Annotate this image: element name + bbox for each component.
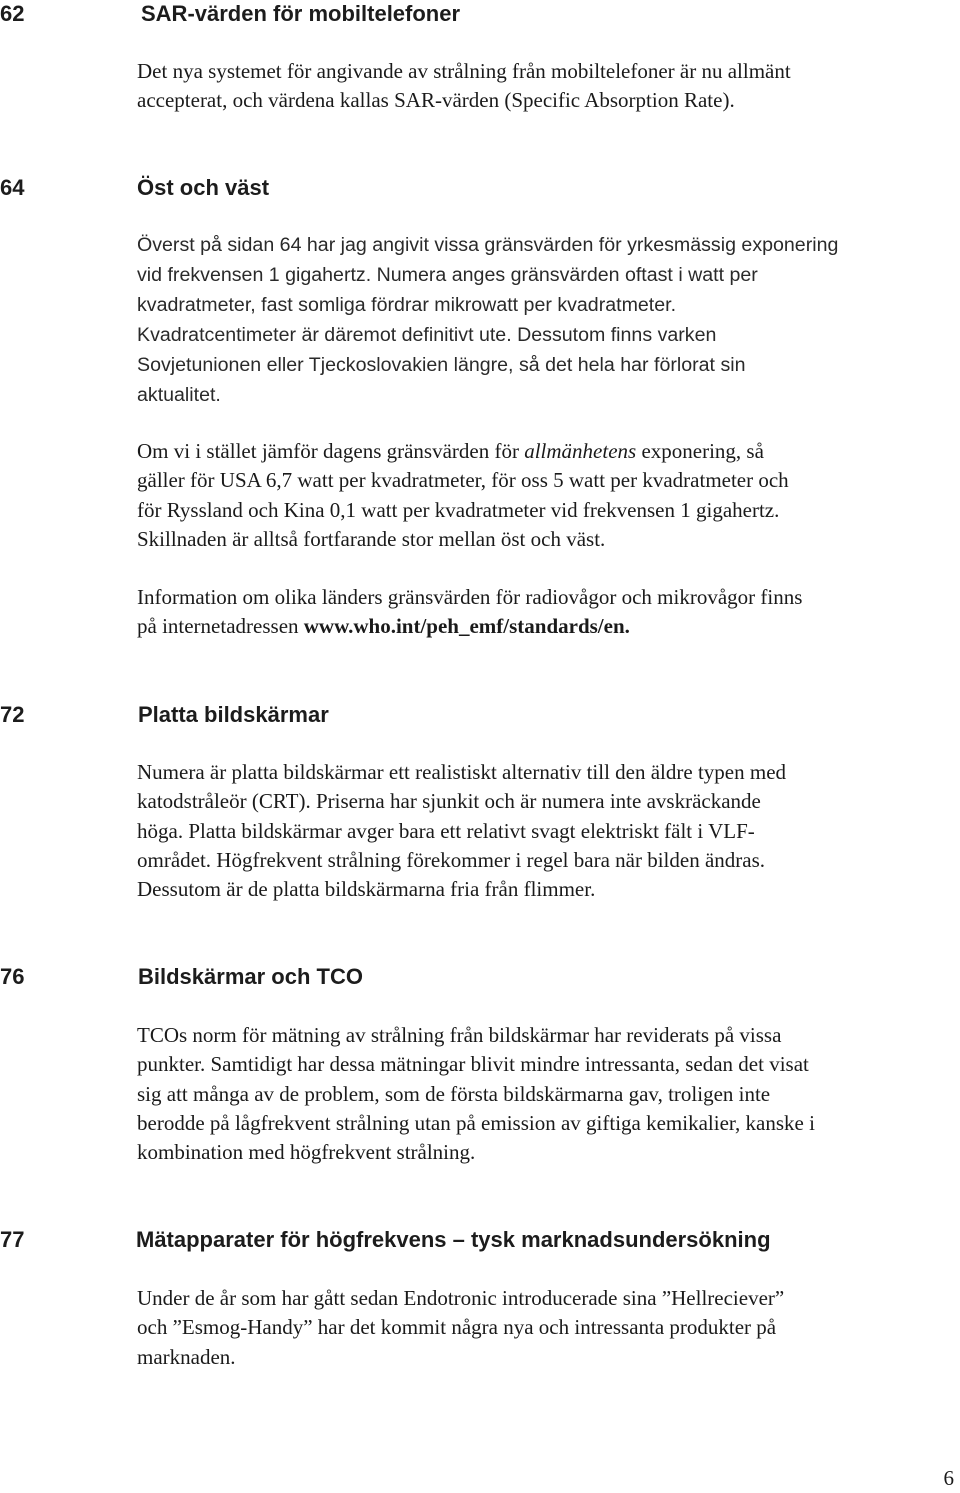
section-64 <box>0 174 960 639</box>
text-line: och ”Esmog-Handy” har det kommit några nya och intressanta produkter på <box>137 1315 777 1340</box>
text-line: Under de år som har gått sedan Endotronic introducerade sina ”Hellreciever” <box>137 1286 785 1310</box>
text-line: sig att många av de problem, som de första bildskärmarna gav, troligen inte <box>137 1081 771 1106</box>
section-number: 77 <box>0 1227 25 1252</box>
text-line: höga. Platta bildskärmar avger bara ett relativt svagt elektriskt fält i VLF- <box>137 818 755 843</box>
section-77 <box>0 1226 960 1369</box>
section-76 <box>0 963 960 1165</box>
text-line: Numera är platta bildskärmar ett realistiskt alternativ till den äldre typen med <box>137 760 787 784</box>
text-line: marknaden. <box>137 1344 236 1369</box>
text-segment: Dessutom finns varken <box>517 324 717 346</box>
text-line <box>137 320 959 350</box>
url-link[interactable]: www.who.int/peh_emf/standards/en. <box>303 614 630 639</box>
section-heading <box>0 701 960 731</box>
text-line <box>137 437 959 466</box>
text-line: kvadratmeter, fast somliga fördrar mikrowatt per kvadratmeter. <box>137 294 677 316</box>
text-line: för Ryssland och Kina 0,1 watt per kvadratmeter vid frekvensen 1 gigahertz. <box>137 497 780 522</box>
section-number: 76 <box>0 964 25 989</box>
section-72 <box>0 701 960 902</box>
text-segment: på internetadressen <box>137 614 304 639</box>
section-title: SAR-värden för mobiltelefoner <box>141 1 461 26</box>
text-segment: Numera anges gränsvärden oftast i watt per <box>376 264 758 286</box>
text-line: Information om olika länders gränsvärden för radiovågor och mikrovågor finns <box>137 585 803 609</box>
text-line: området. Högfrekvent strålning förekommer i regel bara när bilden ändras. <box>137 847 766 872</box>
text-line: Överst på sidan 64 har jag angivit vissa gränsvärden för yrkesmässig exponering <box>137 234 839 256</box>
text-line: Dessutom är de platta bildskärmarna fria från flimmer. <box>137 877 596 902</box>
section-number: 72 <box>0 702 25 727</box>
section-number: 64 <box>0 175 25 200</box>
text-line: katodstråleör (CRT). Priserna har sjunkit och är numera inte avskräckande <box>137 789 761 814</box>
text-line: punkter. Samtidigt har dessa mätningar blivit mindre intressanta, sedan det visat <box>137 1052 809 1077</box>
section-title: Mätapparater för högfrekvens – tysk marknadsundersökning <box>136 1227 771 1252</box>
paragraph <box>137 583 959 642</box>
text-segment: vid frekvensen 1 gigahertz. <box>137 264 372 286</box>
text-line: Sovjetunionen eller Tjeckoslovakien längre, så det hela har förlorat sin <box>137 354 746 376</box>
text-line: Skillnaden är alltså fortfarande stor mellan öst och väst. <box>137 526 606 551</box>
page-number: 6 <box>943 1466 954 1490</box>
text-line: TCOs norm för mätning av strålning från bildskärmar har reviderats på vissa <box>137 1023 782 1047</box>
section-heading <box>0 1226 960 1256</box>
section-heading <box>0 0 960 30</box>
paragraph <box>137 1284 959 1372</box>
paragraph <box>137 758 959 904</box>
section-heading <box>0 174 960 204</box>
emphasis-text: allmänhetens <box>524 439 637 463</box>
text-line: kombination med högfrekvent strålning. <box>137 1140 476 1165</box>
text-line: Det nya systemet för angivande av strålning från mobiltelefoner är nu allmänt <box>137 59 791 83</box>
paragraph <box>137 230 959 410</box>
section-number: 62 <box>0 1 25 26</box>
text-line: gäller för USA 6,7 watt per kvadratmeter, för oss 5 watt per kvadratmeter och <box>137 468 789 493</box>
paragraph <box>137 57 959 116</box>
section-title: Öst och väst <box>137 175 270 200</box>
text-segment: Om vi i stället jämför dagens gränsvärden för <box>137 439 525 463</box>
text-segment: Kvadratcentimeter är däremot definitivt ute. <box>137 324 512 346</box>
text-line <box>137 612 959 641</box>
text-line: aktualitet. <box>137 384 221 406</box>
section-title: Bildskärmar och TCO <box>138 964 363 989</box>
paragraph <box>137 437 959 554</box>
text-line: berodde på lågfrekvent strålning utan på emission av giftiga kemikalier, kanske i <box>137 1110 815 1135</box>
text-line: accepterat, och värdena kallas SAR-värden (Specific Absorption Rate). <box>137 88 735 113</box>
text-line <box>137 260 959 290</box>
paragraph <box>137 1021 959 1167</box>
section-title: Platta bildskärmar <box>138 702 329 727</box>
section-62 <box>0 0 960 113</box>
section-heading <box>0 963 960 993</box>
text-segment: exponering, så <box>636 439 764 463</box>
